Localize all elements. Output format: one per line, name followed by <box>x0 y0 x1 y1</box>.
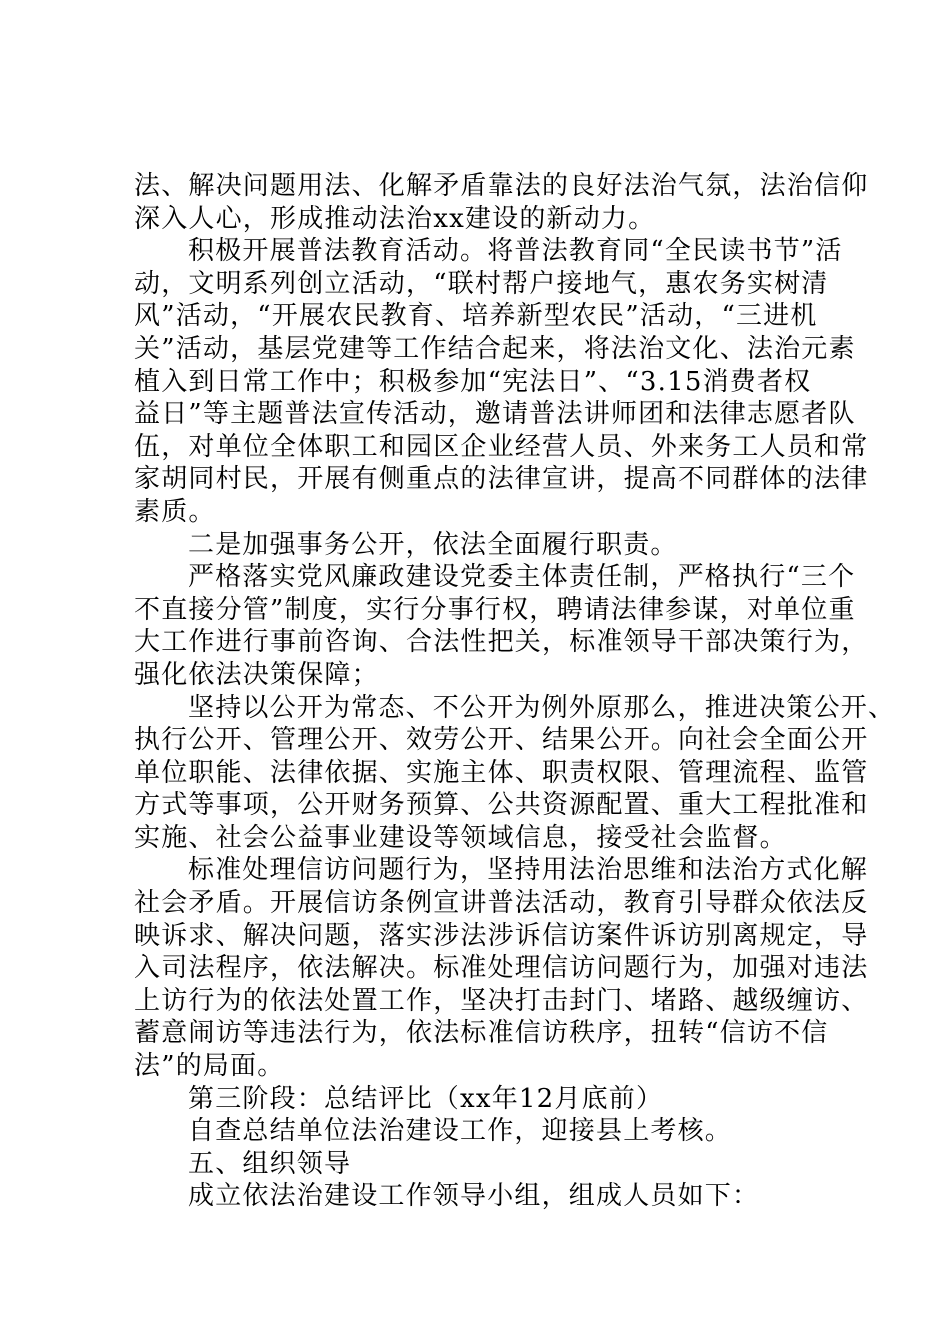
text-line: 风”活动，“开展农民教育、培养新型农民”活动，“三进机 <box>134 301 818 332</box>
text-line: 法”的局面。 <box>134 1051 285 1082</box>
text-line: 实施、社会公益事业建设等领域信息，接受社会监督。 <box>134 822 787 853</box>
text-line: 执行公开、管理公开、效劳公开、结果公开。向社会全面公开 <box>134 725 869 756</box>
text-line: 自查总结单位法治建设工作，迎接县上考核。 <box>188 1116 733 1147</box>
text-line: 素质。 <box>134 496 216 527</box>
text-line: 益日”等主题普法宣传活动，邀请普法讲师团和法律志愿者队 <box>134 399 856 430</box>
text-line: 单位职能、法律依据、实施主体、职责权限、管理流程、监管 <box>134 757 869 788</box>
document-body <box>134 170 896 1213</box>
text-line: 动，文明系列创立活动，“联村帮户接地气，惠农务实树清 <box>134 268 829 299</box>
text-line: 方式等事项，公开财务预算、公共资源配置、重大工程批准和 <box>134 790 869 821</box>
text-line: 映诉求、解决问题，落实涉法涉诉信访案件诉访别离规定，导 <box>134 920 869 951</box>
text-line: 入司法程序，依法解决。标准处理信访问题行为，加强对违法 <box>134 953 869 984</box>
text-line: 蓄意闹访等违法行为，依法标准信访秩序，扭转“信访不信 <box>134 1018 829 1049</box>
text-line: 积极开展普法教育活动。将普法教育同“全民读书节”活 <box>188 236 843 267</box>
text-line: 上访行为的依法处置工作，坚决打击封门、堵路、越级缠访、 <box>134 985 869 1016</box>
text-line: 伍，对单位全体职工和园区企业经营人员、外来务工人员和常 <box>134 431 869 462</box>
text-line: 第三阶段：总结评比（xx年12月底前） <box>188 1083 664 1114</box>
text-line: 不直接分管”制度，实行分事行权，聘请法律参谋，对单位重 <box>134 594 856 625</box>
text-line: 强化依法决策保障； <box>134 659 379 690</box>
text-line: 家胡同村民，开展有侧重点的法律宣讲，提高不同群体的法律 <box>134 464 869 495</box>
text-line: 深入人心，形成推动法治xx建设的新动力。 <box>134 203 656 234</box>
text-line: 大工作进行事前咨询、合法性把关，标准领导干部决策行为， <box>134 627 869 658</box>
text-line: 五、组织领导 <box>188 1148 352 1179</box>
text-line: 坚持以公开为常态、不公开为例外原那么，推进决策公开、 <box>188 692 896 723</box>
text-line: 成立依法治建设工作领导小组，组成人员如下： <box>188 1181 760 1212</box>
text-line: 二是加强事务公开，依法全面履行职责。 <box>188 529 678 560</box>
text-line: 标准处理信访问题行为，坚持用法治思维和法治方式化解 <box>188 855 869 886</box>
text-line: 植入到日常工作中；积极参加“宪法日”、“3.15消费者权 <box>134 366 812 397</box>
text-line: 严格落实党风廉政建设党委主体责任制，严格执行“三个 <box>188 562 856 593</box>
text-line: 法、解决问题用法、化解矛盾靠法的良好法治气氛，法治信仰 <box>134 171 869 201</box>
text-line: 关”活动，基层党建等工作结合起来，将法治文化、法治元素 <box>134 333 856 364</box>
text-line: 社会矛盾。开展信访条例宣讲普法活动，教育引导群众依法反 <box>134 888 869 919</box>
